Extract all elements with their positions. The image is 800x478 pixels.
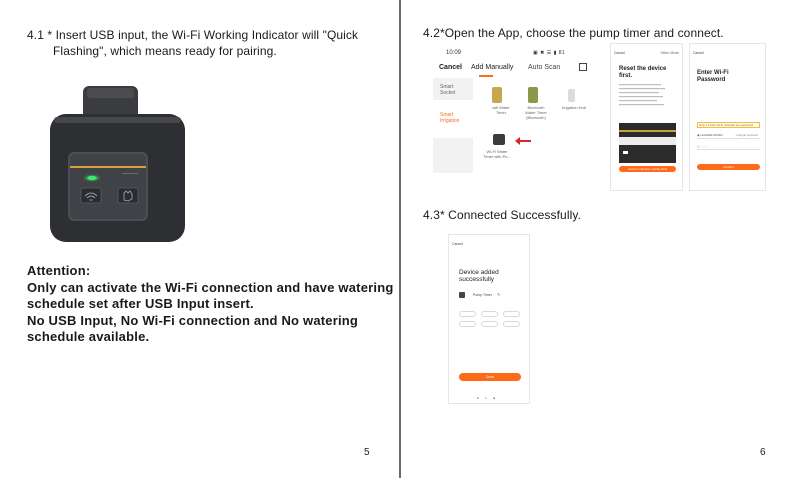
confirm-blink-button[interactable]: Confirm indicator rapidly blink bbox=[619, 166, 676, 172]
room-chip[interactable] bbox=[481, 311, 498, 317]
category-sidebar bbox=[433, 78, 473, 173]
success-title-line2: successfully bbox=[459, 276, 495, 283]
attention-line: Only can activate the Wi-Fi connection and have watering bbox=[27, 279, 394, 295]
attention-line: schedule set after USB Input insert. bbox=[27, 296, 254, 311]
wifi-password-field[interactable] bbox=[697, 143, 760, 150]
reset-title bbox=[619, 66, 666, 80]
step-4-1-line1: 4.1 * Insert USB input, the Wi-Fi Working Indicator will "Quick bbox=[27, 28, 359, 42]
android-nav-bar: ■●◀ bbox=[477, 396, 501, 400]
sidebar-item-selected bbox=[433, 100, 473, 138]
device-name: Pump Timer bbox=[473, 293, 492, 297]
wifi-title-line2: Password bbox=[697, 77, 726, 83]
device-clip-top bbox=[87, 88, 134, 98]
tab-auto-scan[interactable]: Auto Scan bbox=[528, 64, 561, 71]
wifi-password-screenshot bbox=[689, 43, 766, 191]
bluetooth-timer-icon bbox=[528, 87, 538, 103]
device-orange-stripe bbox=[70, 166, 146, 168]
wifi-password-value: ········ bbox=[700, 144, 709, 148]
room-chip[interactable] bbox=[459, 311, 476, 317]
reset-title-line1: Reset the device bbox=[619, 66, 667, 72]
reset-device-screenshot bbox=[610, 43, 683, 191]
tab-add-manually[interactable]: Add Manually bbox=[471, 64, 514, 71]
step-4-1-line2: Flashing", which means ready for pairing. bbox=[53, 44, 277, 58]
wifi-band-warning: Only 2.4 GHz Wi-Fi networks are supported bbox=[697, 122, 760, 128]
attention-heading: Attention: bbox=[27, 263, 91, 278]
room-chip[interactable] bbox=[503, 311, 520, 317]
preview-band bbox=[619, 137, 676, 145]
wifi-network-name: HUAWEI-DF9D1 bbox=[700, 133, 723, 137]
right-page bbox=[401, 0, 800, 478]
status-icons: ▣ ✖ ☰ ▮ 81 bbox=[533, 50, 566, 56]
preview-stripe bbox=[619, 130, 676, 132]
step-4-3-instruction: 4.3* Connected Successfully. bbox=[423, 208, 581, 222]
wifi-indicator-glow bbox=[84, 175, 100, 182]
device-small-bar bbox=[122, 173, 138, 174]
irrigation-hub-icon bbox=[568, 89, 575, 102]
instruction-text-lines bbox=[619, 84, 669, 114]
device-body-highlight bbox=[54, 117, 181, 123]
device-added-screenshot bbox=[448, 234, 530, 404]
pump-timer-icon bbox=[493, 134, 505, 145]
other-mode-link[interactable]: Other Mode bbox=[660, 51, 679, 55]
wifi-icon: ◉ bbox=[697, 133, 701, 137]
change-network-link[interactable]: Change Network bbox=[735, 133, 758, 137]
done-button[interactable]: Done bbox=[459, 373, 521, 381]
scan-icon[interactable] bbox=[579, 63, 587, 71]
pump-timer-device-image bbox=[50, 86, 185, 242]
edit-icon[interactable]: ✎ bbox=[497, 292, 501, 297]
room-chip[interactable] bbox=[459, 321, 476, 327]
wifi-timer-icon bbox=[492, 87, 502, 103]
highlight-arrowhead bbox=[515, 137, 520, 145]
wifi-title bbox=[697, 70, 729, 84]
step-4-1-instruction bbox=[27, 27, 387, 59]
pump-timer-icon bbox=[459, 292, 465, 298]
success-title-line1: Device added bbox=[459, 269, 499, 276]
success-title bbox=[459, 269, 499, 283]
sidebar-item-smart-socket[interactable]: Smart Socket bbox=[440, 84, 456, 96]
page-number: 5 bbox=[364, 447, 370, 458]
attention-block bbox=[27, 263, 397, 346]
cancel-button[interactable]: Cancel bbox=[439, 64, 462, 71]
attention-line: schedule available. bbox=[27, 329, 150, 344]
step-4-2-instruction: 4.2*Open the App, choose the pump timer and connect. bbox=[423, 26, 724, 40]
wifi-network-field[interactable] bbox=[697, 132, 760, 139]
active-tab-underline bbox=[479, 75, 493, 77]
wifi-title-line1: Enter Wi-Fi bbox=[697, 70, 729, 76]
lock-icon: △ bbox=[697, 144, 701, 148]
device-irrigation-hub[interactable]: Irrigation Hub bbox=[561, 105, 586, 110]
add-device-nav bbox=[439, 64, 603, 76]
cancel-button[interactable]: Cancel bbox=[452, 242, 463, 246]
device-bluetooth-water-timer[interactable]: Bluetooth Water Timer (Bluetooth) bbox=[525, 105, 547, 120]
add-device-screenshot bbox=[433, 45, 603, 173]
device-panel-preview bbox=[619, 123, 676, 163]
room-chip[interactable] bbox=[503, 321, 520, 327]
reset-title-line2: first. bbox=[619, 73, 633, 79]
preview-led bbox=[623, 151, 628, 154]
confirm-button[interactable]: Confirm bbox=[697, 164, 760, 170]
sidebar-item-smart-irrigation[interactable]: Smart Irrigation bbox=[440, 112, 460, 124]
status-time: 10:09 bbox=[446, 50, 462, 56]
cancel-button[interactable]: Cancel bbox=[693, 51, 704, 55]
page-number: 6 bbox=[760, 447, 766, 458]
room-chip[interactable] bbox=[481, 321, 498, 327]
device-panel-inner bbox=[70, 154, 146, 219]
device-wifi-water-timer-pump[interactable]: Wi-Fi Water Timer with Pu... bbox=[483, 149, 511, 159]
attention-line: No USB Input, No Wi-Fi connection and No watering bbox=[27, 312, 359, 328]
device-wifi-water-timer[interactable]: wifi Water Timer bbox=[492, 105, 510, 115]
cancel-button[interactable]: Cancel bbox=[614, 51, 625, 55]
